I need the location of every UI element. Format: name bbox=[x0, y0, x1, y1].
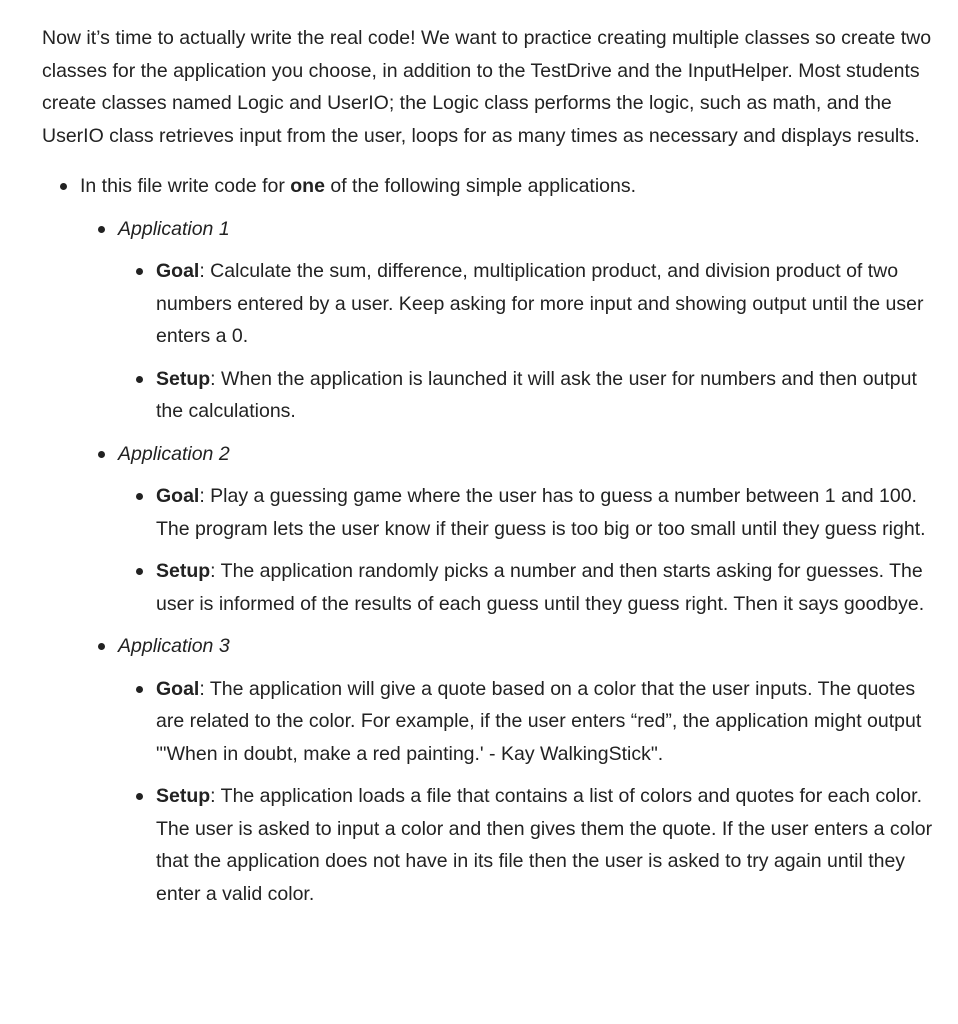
application-details bbox=[118, 673, 942, 911]
application-details bbox=[118, 255, 942, 428]
setup-item bbox=[118, 780, 942, 910]
intro-paragraph: Now it’s time to actually write the real code! We want to practice creating multiple classes so create two classes for the application you choose, in addition to the TestDrive and the InputHelper. Most students create classes named Logic and UserIO; the Logic class performs the logic, such as math, and the UserIO class retrieves input from the user, loops for as many times as necessary and displays results. bbox=[42, 27, 932, 147]
goal-item bbox=[118, 255, 942, 353]
goal-text: : The application will give a quote based on a color that the user inputs. The quotes are related to the color. For example, if the user enters “red”, the application might output "'When in doubt, make a red painting.' - Kay WalkingStick". bbox=[156, 677, 922, 765]
application-title: Application 2 bbox=[118, 442, 230, 465]
instruction-text-before: In this file write code for bbox=[80, 175, 291, 197]
setup-label: Setup bbox=[156, 367, 211, 390]
instruction-bold: one bbox=[290, 175, 325, 197]
instruction-text-after: of the following simple applications. bbox=[324, 175, 637, 197]
application-item bbox=[42, 213, 942, 428]
setup-label: Setup bbox=[156, 560, 211, 582]
setup-text: : The application randomly picks a number and then starts asking for guesses. The user is informed of the results of each guess until they guess right. Then it says goodbye. bbox=[156, 560, 925, 615]
setup-text: : When the application is launched it will ask the user for numbers and then output the calculations. bbox=[156, 367, 917, 422]
goal-text: : Play a guessing game where the user has to guess a number between 1 and 100. The program lets the user know if their guess is too big or too small until they guess right. bbox=[156, 485, 926, 540]
setup-item bbox=[118, 555, 942, 620]
setup-label: Setup bbox=[156, 785, 211, 807]
goal-label: Goal bbox=[156, 677, 200, 700]
application-title: Application 1 bbox=[118, 217, 230, 240]
goal-label: Goal bbox=[156, 485, 200, 507]
goal-text: : Calculate the sum, difference, multiplication product, and division product of two numbers entered by a user. Keep asking for more input and showing output until the user enters a 0. bbox=[156, 260, 924, 347]
applications-list bbox=[80, 213, 942, 911]
application-details bbox=[118, 480, 942, 620]
setup-item bbox=[118, 363, 942, 428]
setup-text: : The application loads a file that contains a list of colors and quotes for each color. The user is asked to input a color and then gives them the quote. If the user enters a color that the application does not have in its file then the user is asked to try again until they enter a valid color. bbox=[156, 785, 933, 905]
instruction-list bbox=[42, 170, 942, 910]
goal-label: Goal bbox=[156, 260, 200, 282]
application-item bbox=[42, 438, 942, 621]
goal-item bbox=[118, 480, 942, 545]
instruction-item bbox=[42, 170, 942, 910]
goal-item bbox=[118, 673, 942, 771]
application-item bbox=[42, 630, 942, 910]
application-title: Application 3 bbox=[118, 635, 230, 657]
